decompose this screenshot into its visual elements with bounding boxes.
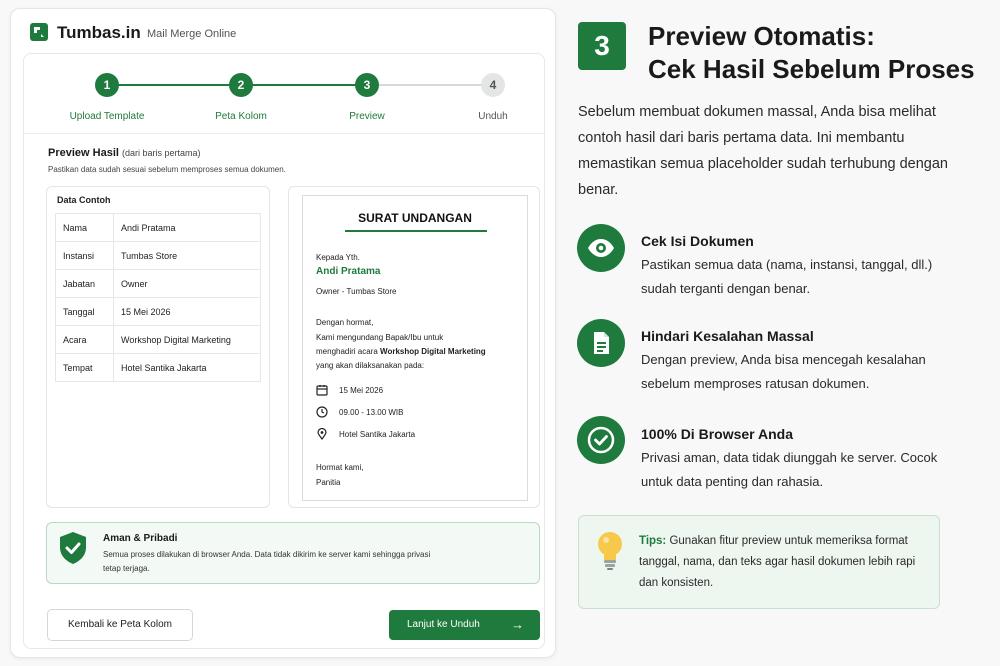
letter-title-underline [345, 230, 487, 232]
brand-name: Tumbas.in [57, 23, 141, 42]
table-row [56, 354, 261, 382]
preview-subtitle: Pastikan data sudah sesuai sebelum memproses semua dokumen. [48, 165, 286, 174]
arrow-right-icon: → [511, 617, 524, 632]
feature-title: 100% Di Browser Anda [641, 426, 793, 442]
letter-recipient-name: Andi Pratama [316, 266, 381, 277]
step-connector [107, 84, 241, 86]
step-3-label[interactable]: Preview [349, 111, 385, 122]
shield-check-icon [59, 531, 87, 565]
lightbulb-icon [595, 530, 625, 572]
tips-box [578, 515, 940, 609]
location-pin-icon [316, 428, 328, 440]
feature-text: Privasi aman, data tidak diunggah ke server. Cocok untuk data penting dan rahasia. [641, 450, 938, 489]
letter-recipient-position: Owner - Tumbas Store [316, 287, 397, 296]
row-value: Hotel Santika Jakarta [114, 354, 261, 382]
back-to-column-map-button[interactable]: Kembali ke Peta Kolom [47, 609, 193, 641]
stepper [24, 54, 544, 134]
row-value: Andi Pratama [114, 214, 261, 242]
letter-date: 15 Mei 2026 [339, 386, 384, 395]
row-key: Tanggal [56, 298, 114, 326]
brand-subtitle: Mail Merge Online [147, 28, 237, 40]
table-row [56, 214, 261, 242]
row-key: Instansi [56, 242, 114, 270]
letter-closing: Hormat kami, [316, 463, 364, 472]
preview-title: Preview Hasil (dari baris pertama) [48, 147, 201, 159]
letter-to-label: Kepada Yth. [316, 253, 360, 262]
row-value: 15 Mei 2026 [114, 298, 261, 326]
table-row [56, 326, 261, 354]
row-key: Nama [56, 214, 114, 242]
check-circle-icon [577, 416, 625, 464]
letter-body-line1: Kami mengundang Bapak/Ibu untuk [316, 333, 444, 342]
letter-title: SURAT UNDANGAN [358, 211, 472, 225]
step-1-label[interactable]: Upload Template [69, 111, 145, 122]
continue-to-download-button[interactable] [389, 610, 540, 640]
table-row [56, 298, 261, 326]
feature-title: Hindari Kesalahan Massal [641, 328, 814, 344]
sample-data-title: Data Contoh [57, 195, 111, 205]
document-icon [577, 319, 625, 367]
row-value: Owner [114, 270, 261, 298]
step-4-circle[interactable]: 4 [481, 73, 505, 97]
headline: Preview Otomatis: Cek Hasil Sebelum Proses [648, 21, 975, 84]
row-value: Tumbas Store [114, 242, 261, 270]
sample-data-table [55, 213, 261, 382]
table-row [56, 242, 261, 270]
app-panel [10, 8, 556, 658]
letter-preview-card [288, 186, 540, 508]
step-number-badge: 3 [578, 22, 626, 70]
step-connector [367, 84, 493, 86]
divider [24, 133, 544, 134]
logo-icon [30, 23, 48, 41]
security-text: Semua proses dilakukan di browser Anda. Data tidak dikirim ke server kami sehingga privasi tetap terjaga. [103, 550, 431, 573]
sample-data-card [46, 186, 270, 508]
tips-text: Tips: Gunakan fitur preview untuk memeriksa format tanggal, nama, dan teks agar hasil dokumen lebih rapi dan konsisten. [639, 535, 916, 589]
step-2-circle[interactable]: 2 [229, 73, 253, 97]
feature-text: Pastikan semua data (nama, instansi, tanggal, dll.) sudah terganti dengan benar. [641, 257, 933, 296]
feature-title: Cek Isi Dokumen [641, 233, 754, 249]
letter-document [302, 195, 528, 501]
step-2-label[interactable]: Peta Kolom [215, 111, 267, 122]
calendar-icon [316, 384, 328, 396]
clock-icon [316, 406, 328, 418]
letter-time: 09.00 - 13.00 WIB [339, 408, 404, 417]
letter-place: Hotel Santika Jakarta [339, 430, 416, 439]
row-key: Jabatan [56, 270, 114, 298]
step-4-label[interactable]: Unduh [478, 111, 508, 122]
feature-text: Dengan preview, Anda bisa mencegah kesalahan sebelum memproses ratusan dokumen. [641, 352, 926, 391]
security-title: Aman & Pribadi [103, 533, 178, 544]
table-row [56, 270, 261, 298]
step-1-circle[interactable]: 1 [95, 73, 119, 97]
letter-event-name: Workshop Digital Marketing [380, 347, 486, 356]
letter-signer: Panitia [316, 478, 341, 487]
row-key: Acara [56, 326, 114, 354]
continue-button-label: Lanjut ke Unduh [407, 619, 480, 630]
step-connector [241, 84, 367, 86]
intro-text: Sebelum membuat dokumen massal, Anda bisa melihat contoh hasil dari baris pertama data. Ini membantu memastikan semua placeholder sudah terhubung dengan benar. [578, 104, 948, 198]
eye-icon [577, 224, 625, 272]
letter-body-line2: menghadiri acara Workshop Digital Marketing [316, 347, 486, 356]
step-3-circle[interactable]: 3 [355, 73, 379, 97]
row-value: Workshop Digital Marketing [114, 326, 261, 354]
letter-greeting: Dengan hormat, [316, 318, 374, 327]
preview-title-note: (dari baris pertama) [122, 148, 201, 158]
letter-body-line3: yang akan dilaksanakan pada: [316, 361, 425, 370]
wizard-card [23, 53, 545, 649]
row-key: Tempat [56, 354, 114, 382]
security-notice [46, 522, 540, 584]
